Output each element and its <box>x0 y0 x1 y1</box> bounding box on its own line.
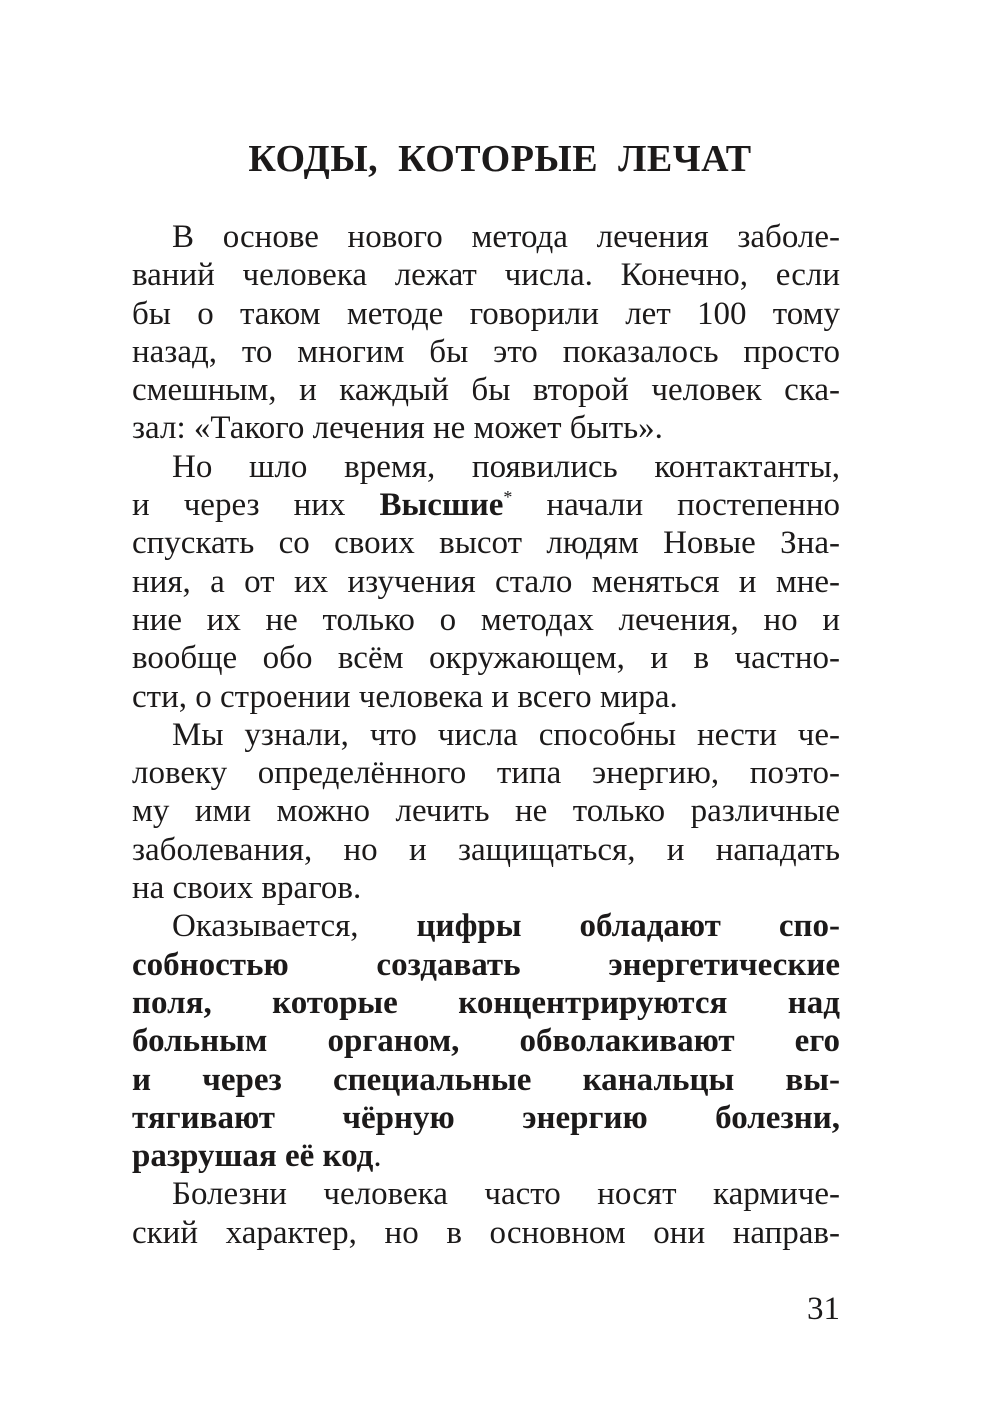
page-number: 31 <box>807 1291 840 1327</box>
text-fragment: начали постепенно <box>512 487 840 524</box>
text-line: В основе нового метода лечения заболе- <box>172 219 840 255</box>
text-fragment: и через них <box>132 487 380 524</box>
text-line: бы о таком методе говорили лет 100 тому <box>132 295 840 332</box>
text-line-with-emphasis <box>132 1137 840 1175</box>
text-fragment: Оказывается, <box>172 908 417 945</box>
text-line: спускать со своих высот людям Новые Зна- <box>132 525 840 562</box>
text-line: зал: «Такого лечения не может быть». <box>132 410 663 447</box>
paragraph-2 <box>132 448 840 716</box>
emphasis-higher-beings: Высшие <box>379 487 504 524</box>
text-line: ния, а от их изучения стало меняться и мне- <box>132 563 840 600</box>
emphasis-line: тягивают чёрную энергию болезни, <box>132 1099 840 1136</box>
emphasis-line: собностью создавать энергетические <box>132 946 840 983</box>
text-line: Мы узнали, что числа способны нести че- <box>172 716 840 753</box>
text-line: сти, о строении человека и всего мира. <box>132 678 678 715</box>
text-line: назад, то многим бы это показалось просто <box>132 333 840 370</box>
emphasis-line: больным органом, обволакивают его <box>132 1023 840 1060</box>
text-line: ский характер, но в основном они направ- <box>132 1214 840 1251</box>
paragraph-4 <box>132 907 840 1175</box>
text-line-with-emphasis <box>132 907 840 945</box>
paragraph-3 <box>132 716 840 907</box>
text-line: ловеку определённого типа энергию, поэто- <box>132 755 840 792</box>
text-line: му ими можно лечить не только различные <box>132 793 840 830</box>
footnote-marker: * <box>503 487 513 508</box>
paragraph-1 <box>132 218 840 448</box>
text-fragment: . <box>373 1138 382 1175</box>
paragraph-5 <box>132 1175 840 1252</box>
text-line: Но шло время, появились контактанты, <box>172 448 840 485</box>
text-line: ние их не только о методах лечения, но и <box>132 601 840 638</box>
text-line: заболевания, но и защищаться, и нападать <box>132 831 840 868</box>
chapter-title: КОДЫ, КОТОРЫЕ ЛЕЧАТ <box>248 138 752 180</box>
emphasis-text: разрушая её код <box>132 1138 374 1175</box>
text-line: смешным, и каждый бы второй человек ска- <box>132 372 840 409</box>
emphasis-line: и через специальные канальцы вы- <box>132 1061 840 1098</box>
emphasis-text: цифры обладают спо- <box>416 908 841 945</box>
body-text <box>132 218 840 1252</box>
text-line: на своих врагов. <box>132 870 362 907</box>
emphasis-line: поля, которые концентрируются над <box>132 984 840 1021</box>
text-line: ваний человека лежат числа. Конечно, если <box>132 257 840 294</box>
text-line: вообще обо всём окружающем, и в частно- <box>132 640 840 677</box>
text-line-with-emphasis <box>132 486 840 524</box>
text-line: Болезни человека часто носят кармиче- <box>172 1176 840 1213</box>
